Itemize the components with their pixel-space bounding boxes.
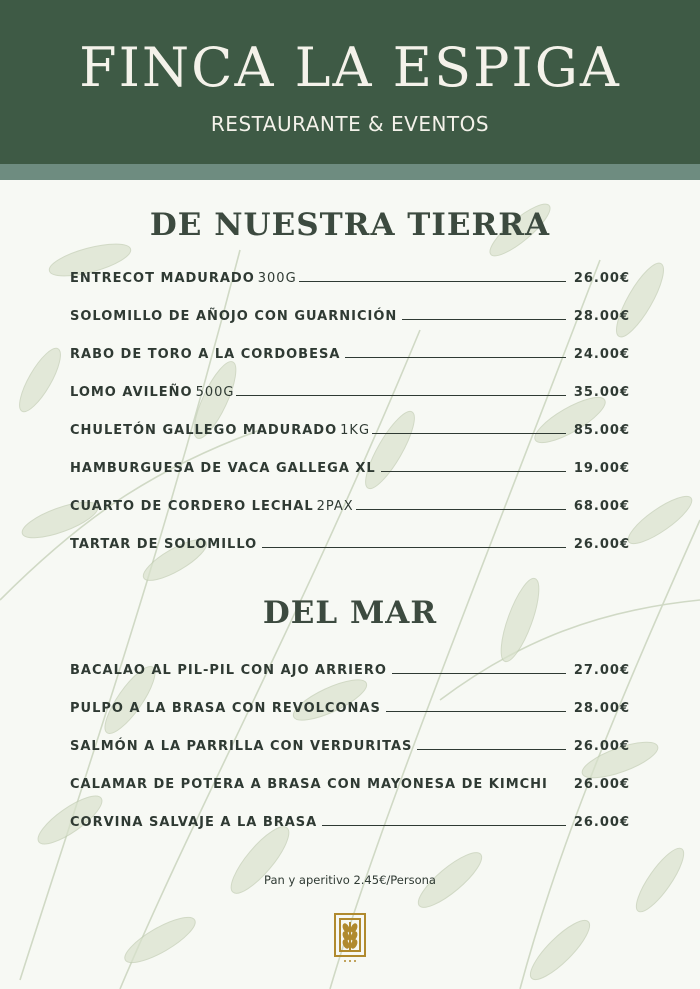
item-name: RABO DE TORO A LA CORDOBESA — [70, 347, 341, 362]
menu-item — [70, 416, 630, 438]
item-leader-line — [553, 787, 566, 788]
item-leader-line — [236, 395, 565, 396]
menu-item — [70, 454, 630, 476]
menu-item — [70, 656, 630, 678]
item-leader-line — [392, 673, 566, 674]
item-price: 19.00€ — [573, 461, 630, 476]
item-price: 26.00€ — [573, 271, 630, 286]
menu-item — [70, 378, 630, 400]
item-name: TARTAR DE SOLOMILLO — [70, 537, 258, 552]
item-price: 26.00€ — [573, 777, 630, 792]
menu-item — [70, 694, 630, 716]
item-price: 26.00€ — [573, 739, 630, 754]
item-price: 26.00€ — [573, 537, 630, 552]
item-leader-line — [345, 357, 565, 358]
item-name: SOLOMILLO DE AÑOJO CON GUARNICIÓN — [70, 309, 398, 324]
item-name: CORVINA SALVAJE A LA BRASA — [70, 815, 318, 830]
item-name: CALAMAR DE POTERA A BRASA CON MAYONESA DE KIMCHI — [70, 777, 548, 792]
bread-aperitif-note: Pan y aperitivo 2.45€/Persona — [264, 873, 436, 887]
menu-item — [70, 340, 630, 362]
header-stripe — [0, 164, 700, 180]
item-leader-line — [299, 281, 566, 282]
item-price: 28.00€ — [573, 309, 630, 324]
item-note: 300G — [257, 271, 297, 286]
item-price: 35.00€ — [573, 385, 630, 400]
item-leader-line — [381, 471, 566, 472]
item-price: 27.00€ — [573, 663, 630, 678]
item-leader-line — [262, 547, 566, 548]
menu-item — [70, 302, 630, 324]
menu-item — [70, 732, 630, 754]
item-price: 26.00€ — [573, 815, 630, 830]
section-title-tierra: DE NUESTRA TIERRA — [149, 207, 551, 243]
brand-title: FINCA LA ESPIGA — [79, 36, 621, 99]
item-leader-line — [417, 749, 565, 750]
item-leader-line — [386, 711, 566, 712]
item-leader-line — [372, 433, 566, 434]
item-name: BACALAO AL PIL-PIL CON AJO ARRIERO — [70, 663, 387, 678]
item-name: CHULETÓN GALLEGO MADURADO — [70, 423, 338, 438]
menu-item — [70, 808, 630, 830]
header-banner — [0, 0, 700, 164]
item-price: 24.00€ — [573, 347, 630, 362]
item-name: SALMÓN A LA PARRILLA CON VERDURITAS — [70, 739, 413, 754]
item-name: CUARTO DE CORDERO LECHAL — [70, 499, 314, 514]
item-leader-line — [356, 509, 566, 510]
item-name: LOMO AVILEÑO — [70, 385, 193, 400]
item-price: 28.00€ — [573, 701, 630, 716]
section-title-mar: DEL MAR — [262, 595, 438, 631]
item-price: 85.00€ — [573, 423, 630, 438]
item-note: 500G — [195, 385, 235, 400]
item-leader-line — [402, 319, 566, 320]
item-name: HAMBURGUESA DE VACA GALLEGA XL — [70, 461, 376, 476]
wheat-logo-icon — [333, 912, 367, 964]
item-name: ENTRECOT MADURADO — [70, 271, 255, 286]
menu-item — [70, 530, 630, 552]
menu-item — [70, 492, 630, 514]
item-note: 1KG — [340, 423, 371, 438]
item-note: 2PAX — [316, 499, 354, 514]
item-leader-line — [322, 825, 566, 826]
item-price: 68.00€ — [573, 499, 630, 514]
menu-item — [70, 264, 630, 286]
item-name: PULPO A LA BRASA CON REVOLCONAS — [70, 701, 381, 716]
menu-item — [70, 770, 630, 792]
brand-subtitle: RESTAURANTE & EVENTOS — [210, 112, 490, 136]
